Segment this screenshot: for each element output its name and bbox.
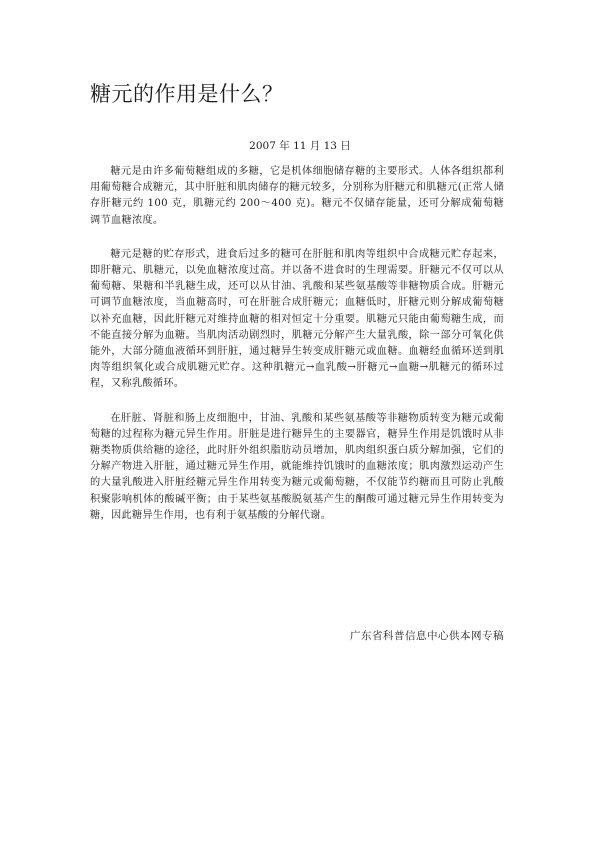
article-body [90, 164, 504, 542]
publish-date: 2007 年 11 月 13 日 [249, 140, 351, 152]
paragraph-1: 糖元是由许多葡萄糖组成的多糖，它是机体细胞储存糖的主要形式。人体各组织都利用葡萄糖合成糖元，其中肝脏和肌肉储存的糖元较多，分别称为肝糖元和肌糖元(正常人储存肝糖元约 100 克，肌糖元约 200～400 克)。糖元不仅储存能量，还可分解成葡萄糖调节血糖浓度。 [90, 166, 504, 226]
source-credit: 广东省科普信息中心供本网专稿 [350, 630, 504, 642]
paragraph-2: 糖元是糖的贮存形式，进食后过多的糖可在肝脏和肌肉等组织中合成糖元贮存起来，即肝糖元、肌糖元，以免血糖浓度过高。并以备不进食时的生理需要。肝糖元不仅可以从葡萄糖、果糖和半乳糖生成，还可以从甘油、乳酸和某些氨基酸等非糖物质合成。肝糖元可调节血糖浓度，当血糖高时，可在肝脏合成肝糖元；血糖低时，肝糖元则分解成葡萄糖以补充血糖，因此肝糖元对维持血糖的相对恒定十分重要。肌糖元只能由葡萄糖生成，而不能直接分解为血糖。当肌肉活动剧烈时，肌糖元分解产生大量乳酸，除一部分可氧化供能外，大部分随血液循环到肝脏，通过糖异生转变成肝糖元或血糖。血糖经血循环送到肌肉等组织氧化或合成肌糖元贮存。这种肌糖元→血乳酸→肝糖元→血糖→肌糖元的循环过程，又称乳酸循环。 [90, 248, 504, 390]
page-title: 糖元的作用是什么？ [90, 82, 284, 106]
paragraph-3: 在肝脏、肾脏和肠上皮细胞中，甘油、乳酸和某些氨基酸等非糖物质转变为糖元或葡萄糖的过程称为糖元异生作用。肝脏是进行糖异生的主要器官，糖异生作用是饥饿时从非糖类物质供给糖的途径，此时肝外组织脂肪动员增加，肌肉组织蛋白质分解加强，它们的分解产物进入肝脏，通过糖元异生作用，就能维持饥饿时的血糖浓度；肌肉激烈运动产生的大量乳酸进入肝脏经糖元异生作用转变为糖元或葡萄糖，不仅能节约糖而且可防止乳酸积聚影响机体的酸碱平衡；由于某些氨基酸脱氨基产生的酮酸可通过糖元异生作用转变为糖，因此糖异生作用，也有利于氨基酸的分解代谢。 [90, 412, 504, 521]
